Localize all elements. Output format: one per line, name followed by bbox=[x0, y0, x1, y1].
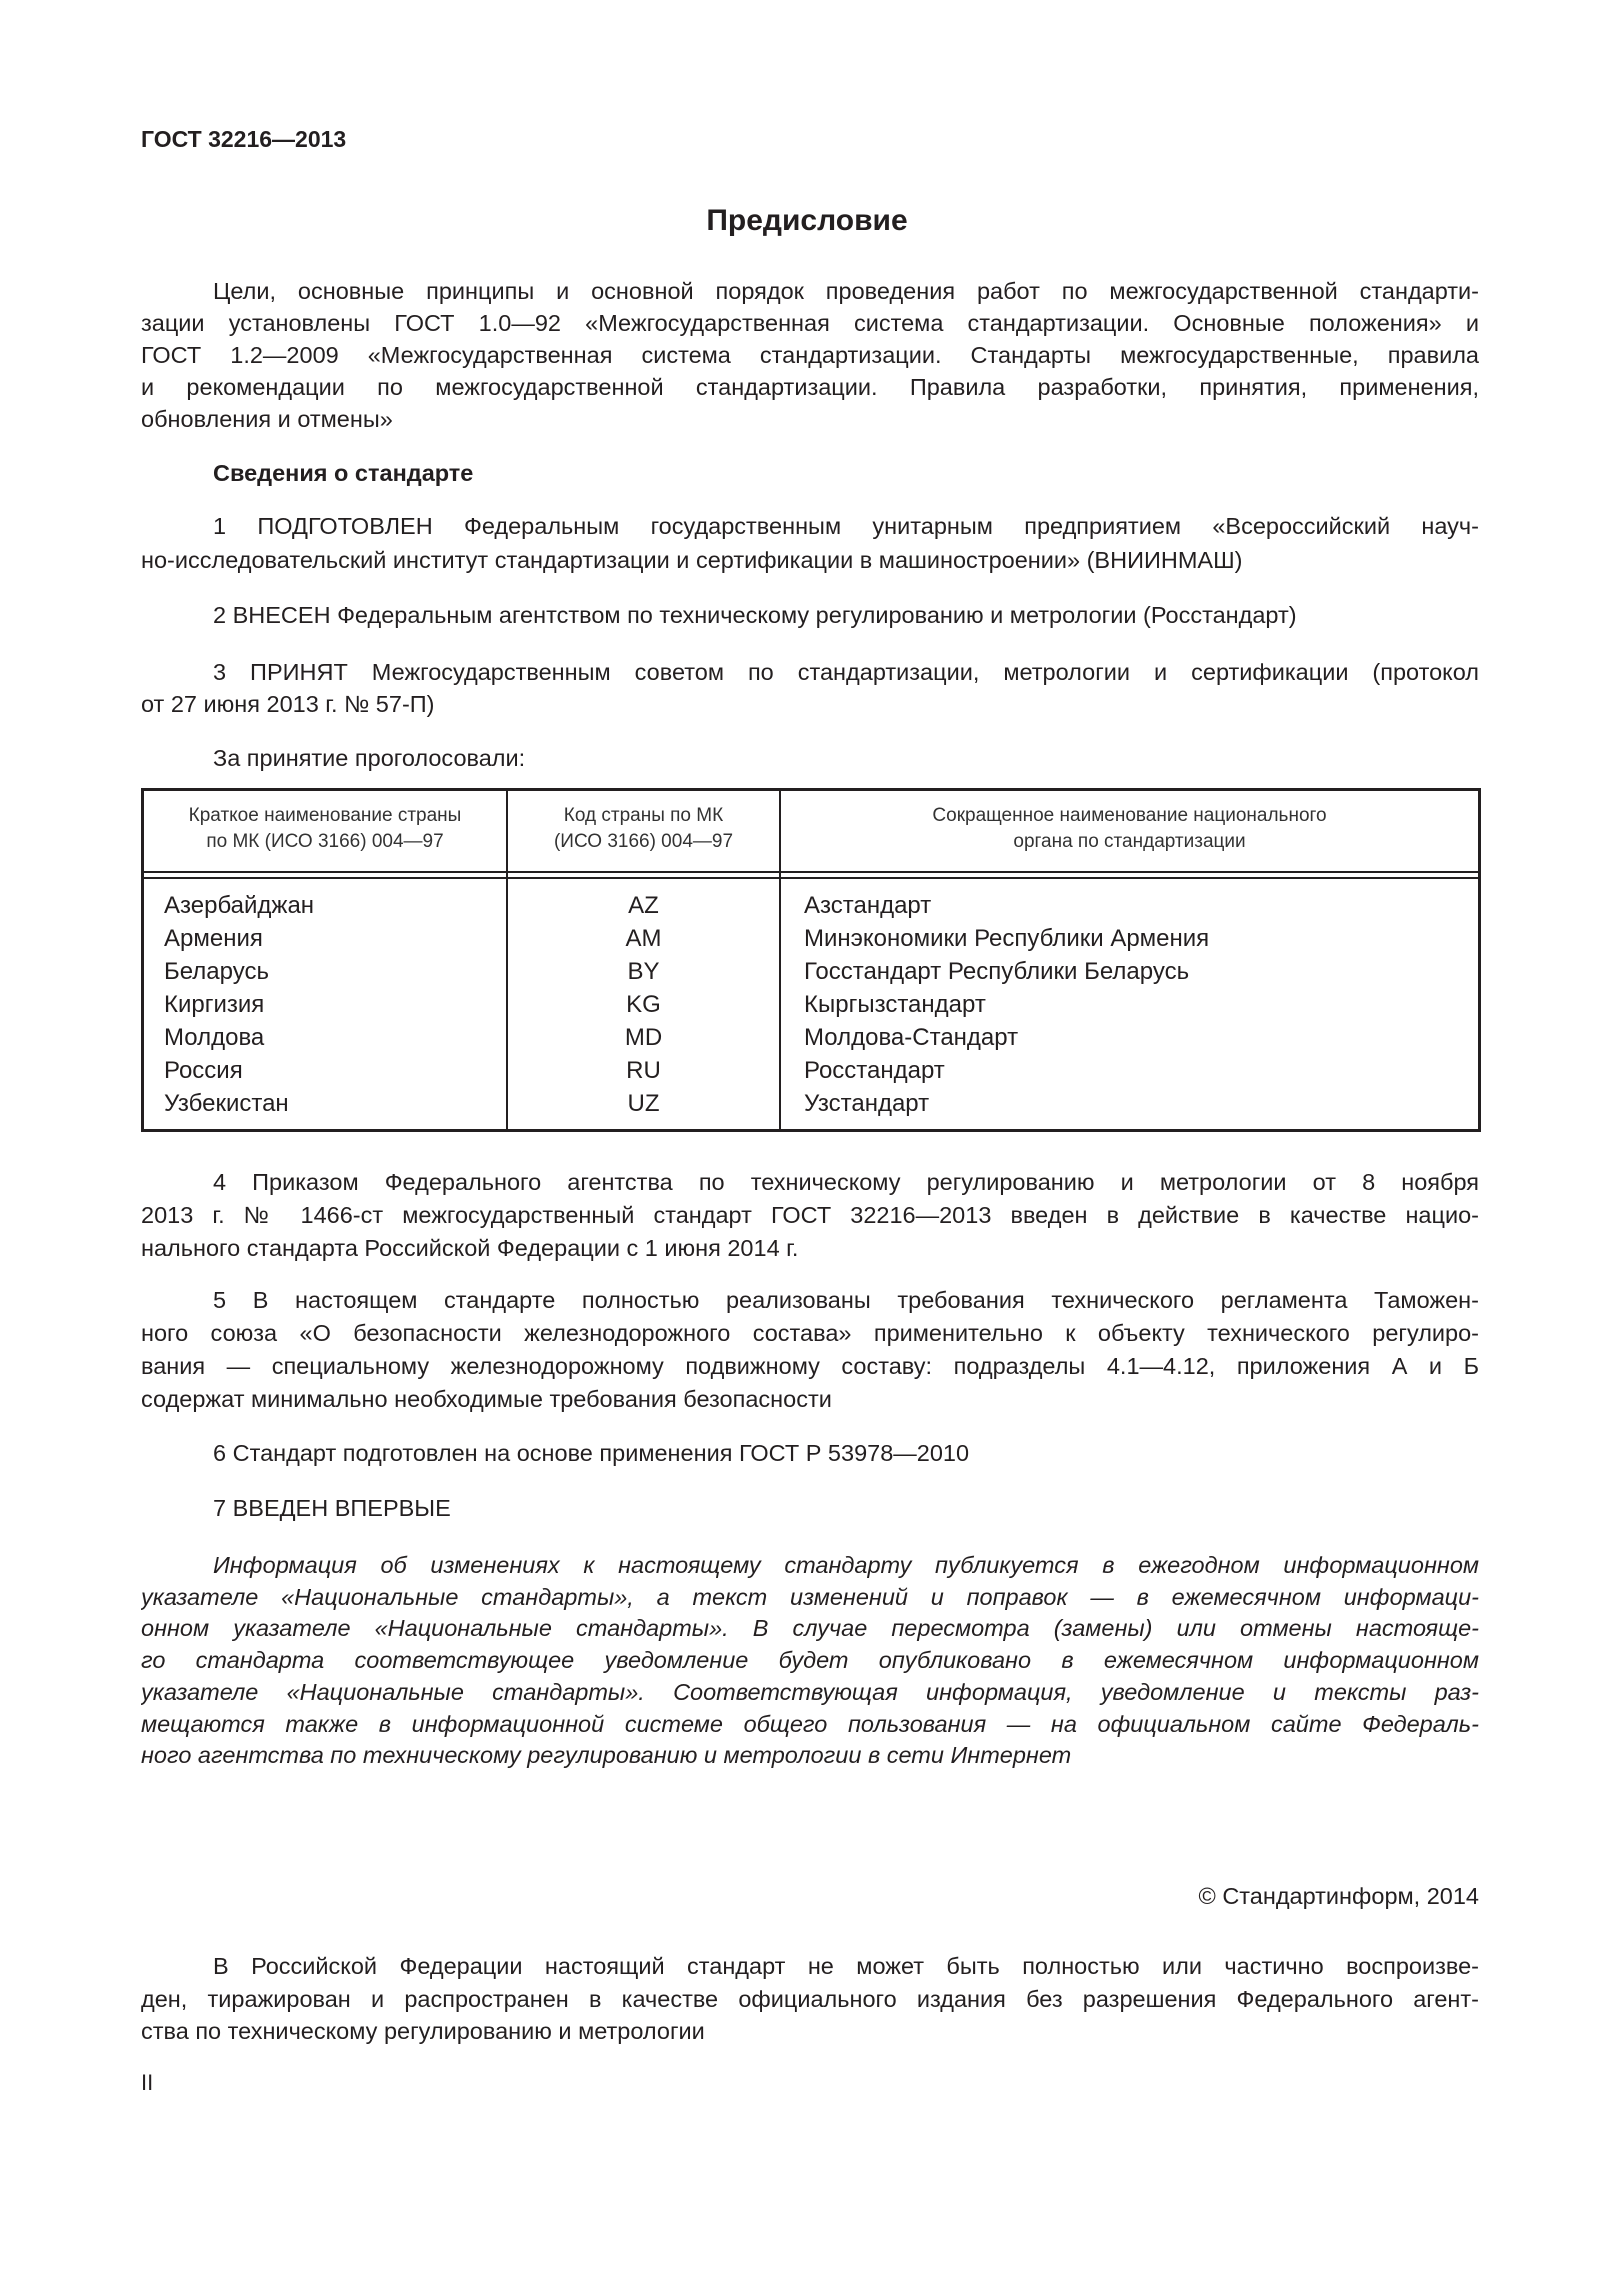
table-cell-code: AZ bbox=[628, 892, 659, 919]
rights-line: В Российской Федерации настоящий стандарт не может быть полностью или частично воспроизве- bbox=[213, 1953, 1479, 1979]
voting-countries-table bbox=[141, 788, 1481, 1132]
notice-line: указателе «Национальные стандарты». Соответствующая информация, уведомление и тексты раз- bbox=[141, 1678, 1479, 1705]
item1-line: но-исследовательский институт стандартизации и сертификации в машиностроении» (ВНИИНМАШ) bbox=[141, 547, 1243, 573]
table-cell-code: MD bbox=[624, 1024, 663, 1051]
table-cell-code: UZ bbox=[627, 1090, 660, 1117]
intro-line: ГОСТ 1.2—2009 «Межгосударственная система стандартизации. Стандарты межгосударственные, правила bbox=[141, 342, 1479, 368]
header-divider bbox=[144, 877, 1478, 879]
item6-line: 6 Стандарт подготовлен на основе применения ГОСТ Р 53978—2010 bbox=[213, 1440, 970, 1466]
column-header-country: Краткое наименование страны по МК (ИСО 3166) 004—97 bbox=[188, 805, 462, 852]
column-header-code: Код страны по МК (ИСО 3166) 004—97 bbox=[553, 805, 734, 852]
item5-line: ного союза «О безопасности железнодорожного состава» применительно к объекту технического регулиро- bbox=[141, 1320, 1479, 1346]
table-cell-standards-body: Минэкономики Республики Армения bbox=[804, 925, 1210, 952]
table-cell-standards-body: Росстандарт bbox=[804, 1057, 945, 1084]
table-cell-country: Россия bbox=[164, 1057, 243, 1084]
item7-line: 7 ВВЕДЕН ВПЕРВЫЕ bbox=[213, 1495, 451, 1521]
table-cell-country: Узбекистан bbox=[164, 1090, 289, 1117]
intro-line: обновления и отмены» bbox=[141, 406, 393, 432]
item4-line: 2013 г. № 1466-ст межгосударственный стандарт ГОСТ 32216—2013 введен в действие в качестве нацио- bbox=[141, 1202, 1479, 1228]
info-heading-line: Сведения о стандарте bbox=[213, 460, 474, 486]
table-cell-standards-body: Азстандарт bbox=[804, 892, 932, 919]
table-cell-code: RU bbox=[626, 1057, 661, 1084]
table-cell-country: Азербайджан bbox=[164, 892, 315, 919]
table-cell-country: Беларусь bbox=[164, 958, 269, 985]
table-cell-country: Киргизия bbox=[164, 991, 265, 1018]
rights-line: ден, тиражирован и распространен в качестве официального издания без разрешения Федерального агент- bbox=[141, 1985, 1479, 2012]
column-header-body: Сокращенное наименование национального органа по стандартизации bbox=[932, 805, 1327, 852]
table-cell-country: Армения bbox=[164, 925, 263, 952]
item5-line: 5 В настоящем стандарте полностью реализованы требования технического регламента Таможен- bbox=[213, 1287, 1479, 1313]
item4-line: 4 Приказом Федерального агентства по техническому регулированию и метрологии от 8 ноября bbox=[213, 1169, 1479, 1195]
page-number: II bbox=[141, 2070, 154, 2095]
table-cell-standards-body: Узстандарт bbox=[804, 1090, 930, 1117]
notice-line: Информация об изменениях к настоящему стандарту публикуется в ежегодном информационном bbox=[213, 1552, 1479, 1578]
rights-line: ства по техническому регулированию и метрологии bbox=[141, 2018, 705, 2044]
table-cell-standards-body: Молдова-Стандарт bbox=[804, 1024, 1019, 1051]
item5-line: содержат минимально необходимые требования безопасности bbox=[141, 1386, 832, 1412]
document-code-header: ГОСТ 32216—2013 bbox=[141, 126, 347, 152]
item5-line: вания — специальному железнодорожному подвижному составу: подразделы 4.1—4.12, приложения А и Б bbox=[141, 1353, 1479, 1379]
notice-line: мещаются также в информационной системе общего пользования — на официальном сайте Федераль- bbox=[141, 1710, 1479, 1737]
table-cell-standards-body: Кыргызстандарт bbox=[804, 991, 986, 1018]
table-cell-code: BY bbox=[627, 958, 660, 985]
intro-line: Цели, основные принципы и основной порядок проведения работ по межгосударственной стандарти- bbox=[213, 278, 1479, 304]
header-divider bbox=[144, 871, 1478, 873]
table-cell-standards-body: Госстандарт Республики Беларусь bbox=[804, 958, 1190, 985]
intro-line: зации установлены ГОСТ 1.0—92 «Межгосударственная система стандартизации. Основные положения» и bbox=[141, 310, 1479, 336]
page-title: Предисловие bbox=[706, 204, 908, 237]
notice-line: указателе «Национальные стандарты», а текст изменений и поправок — в ежемесячном информаци- bbox=[141, 1583, 1479, 1610]
notice-line: го стандарта соответствующее уведомление будет опубликовано в ежемесячном информационном bbox=[141, 1647, 1479, 1674]
item1-line: 1 ПОДГОТОВЛЕН Федеральным государственным унитарным предприятием «Всероссийский науч- bbox=[213, 513, 1479, 539]
item3-line: 3 ПРИНЯТ Межгосударственным советом по стандартизации, метрологии и сертификации (протокол bbox=[213, 659, 1479, 685]
notice-line: онном указателе «Национальные стандарты». В случае пересмотра (замены) или отмены настояще- bbox=[141, 1615, 1479, 1642]
item2-line: 2 ВНЕСЕН Федеральным агентством по техническому регулированию и метрологии (Росстандарт) bbox=[213, 602, 1297, 628]
item4-line: нального стандарта Российской Федерации с 1 июня 2014 г. bbox=[141, 1235, 799, 1261]
intro-line: и рекомендации по межгосударственной стандартизации. Правила разработки, принятия, применения, bbox=[141, 374, 1479, 400]
table-cell-code: KG bbox=[626, 991, 661, 1018]
item3-line: от 27 июня 2013 г. № 57-П) bbox=[141, 691, 435, 717]
notice-line: ного агентства по техническому регулированию и метрологии в сети Интернет bbox=[141, 1742, 1072, 1769]
table-cell-country: Молдова bbox=[164, 1024, 265, 1051]
voted-line: За принятие проголосовали: bbox=[213, 745, 526, 771]
table-cell-code: AM bbox=[625, 925, 662, 952]
copyright: © Стандартинформ, 2014 bbox=[1198, 1883, 1479, 1909]
